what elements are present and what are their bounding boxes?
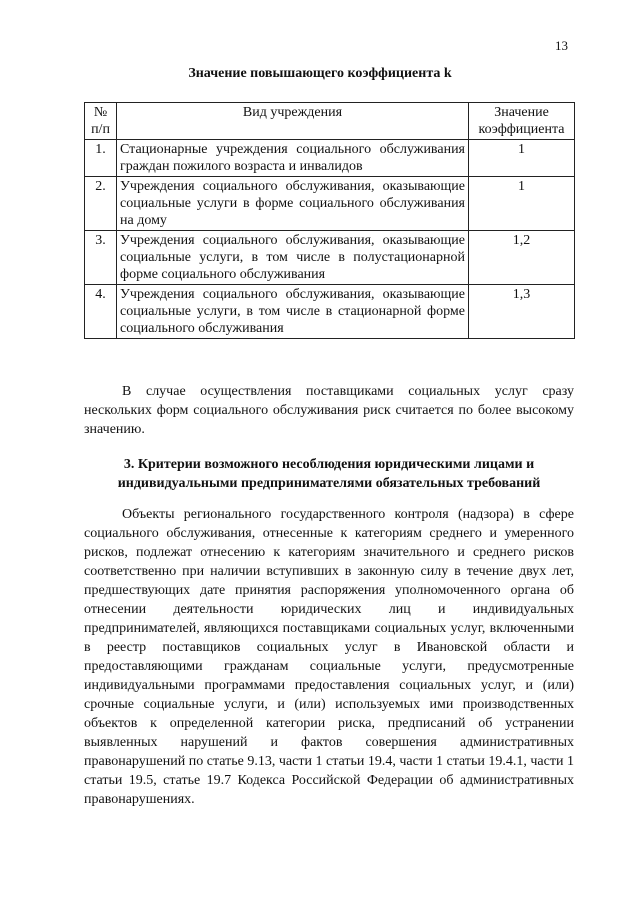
row-number: 2. — [85, 177, 117, 231]
header-number: № п/п — [85, 103, 117, 140]
table-row — [85, 177, 575, 231]
coefficient-table — [84, 102, 575, 339]
row-number: 3. — [85, 231, 117, 285]
row-coefficient-value: 1 — [469, 177, 575, 231]
row-number: 4. — [85, 285, 117, 339]
header-coefficient-value: Значение коэффициента — [469, 103, 575, 140]
table-title: Значение повышающего коэффициента k — [188, 66, 452, 81]
table-row — [85, 140, 575, 177]
section-paragraph: Объекты регионального государственного контроля (надзора) в сфере социального обслуживания, отнесенные к категориям среднего и умеренного рисков, подлежат отнесению к категориям значительного и среднего рисков соответственно при наличии вступивших в законную силу в течение двух лет, предшествующих дате принятия распоряжения уполномоченного органа об отнесении деятельности юридических лиц и индивидуальных предпринимателей, являющихся поставщиками социальных услуг, включенными в реестр поставщиков социальных услуг в Ивановской области и предоставляющими гражданам социальные услуги, предусмотренные индивидуальными программами предоставления социальных услуг, и (или) срочные социальные услуги, и (или) используемых ими производственных объектов к определенной категории риска, предписаний об устранении выявленных нарушений и фактов совершения административных правонарушений по статье 9.13, части 1 статьи 19.4, части 1 статьи 19.4.1, части 1 статьи 19.5, статье 19.7 Кодекса Российской Федерации об административных правонарушениях. — [84, 507, 574, 807]
table-header-row — [85, 103, 575, 140]
table-row — [85, 231, 575, 285]
row-institution-type: Стационарные учреждения социального обслуживания граждан пожилого возраста и инвалидов — [117, 140, 469, 177]
table-row — [85, 285, 575, 339]
row-institution-type: Учреждения социального обслуживания, оказывающие социальные услуги, в том числе в стационарной форме социального обслуживания — [117, 285, 469, 339]
row-coefficient-value: 1,2 — [469, 231, 575, 285]
row-coefficient-value: 1,3 — [469, 285, 575, 339]
page-number: 13 — [555, 38, 568, 53]
note-paragraph: В случае осуществления поставщиками социальных услуг сразу нескольких форм социального обслуживания риск считается по более высокому значению. — [84, 384, 574, 437]
header-institution-type: Вид учреждения — [117, 103, 469, 140]
row-institution-type: Учреждения социального обслуживания, оказывающие социальные услуги, в том числе в полустационарной форме социального обслуживания — [117, 231, 469, 285]
row-coefficient-value: 1 — [469, 140, 575, 177]
row-number: 1. — [85, 140, 117, 177]
row-institution-type: Учреждения социального обслуживания, оказывающие социальные услуги в форме социального обслуживания на дому — [117, 177, 469, 231]
section-heading: 3. Критерии возможного несоблюдения юридическими лицами и индивидуальными предпринимателями обязательных требований — [117, 457, 541, 491]
